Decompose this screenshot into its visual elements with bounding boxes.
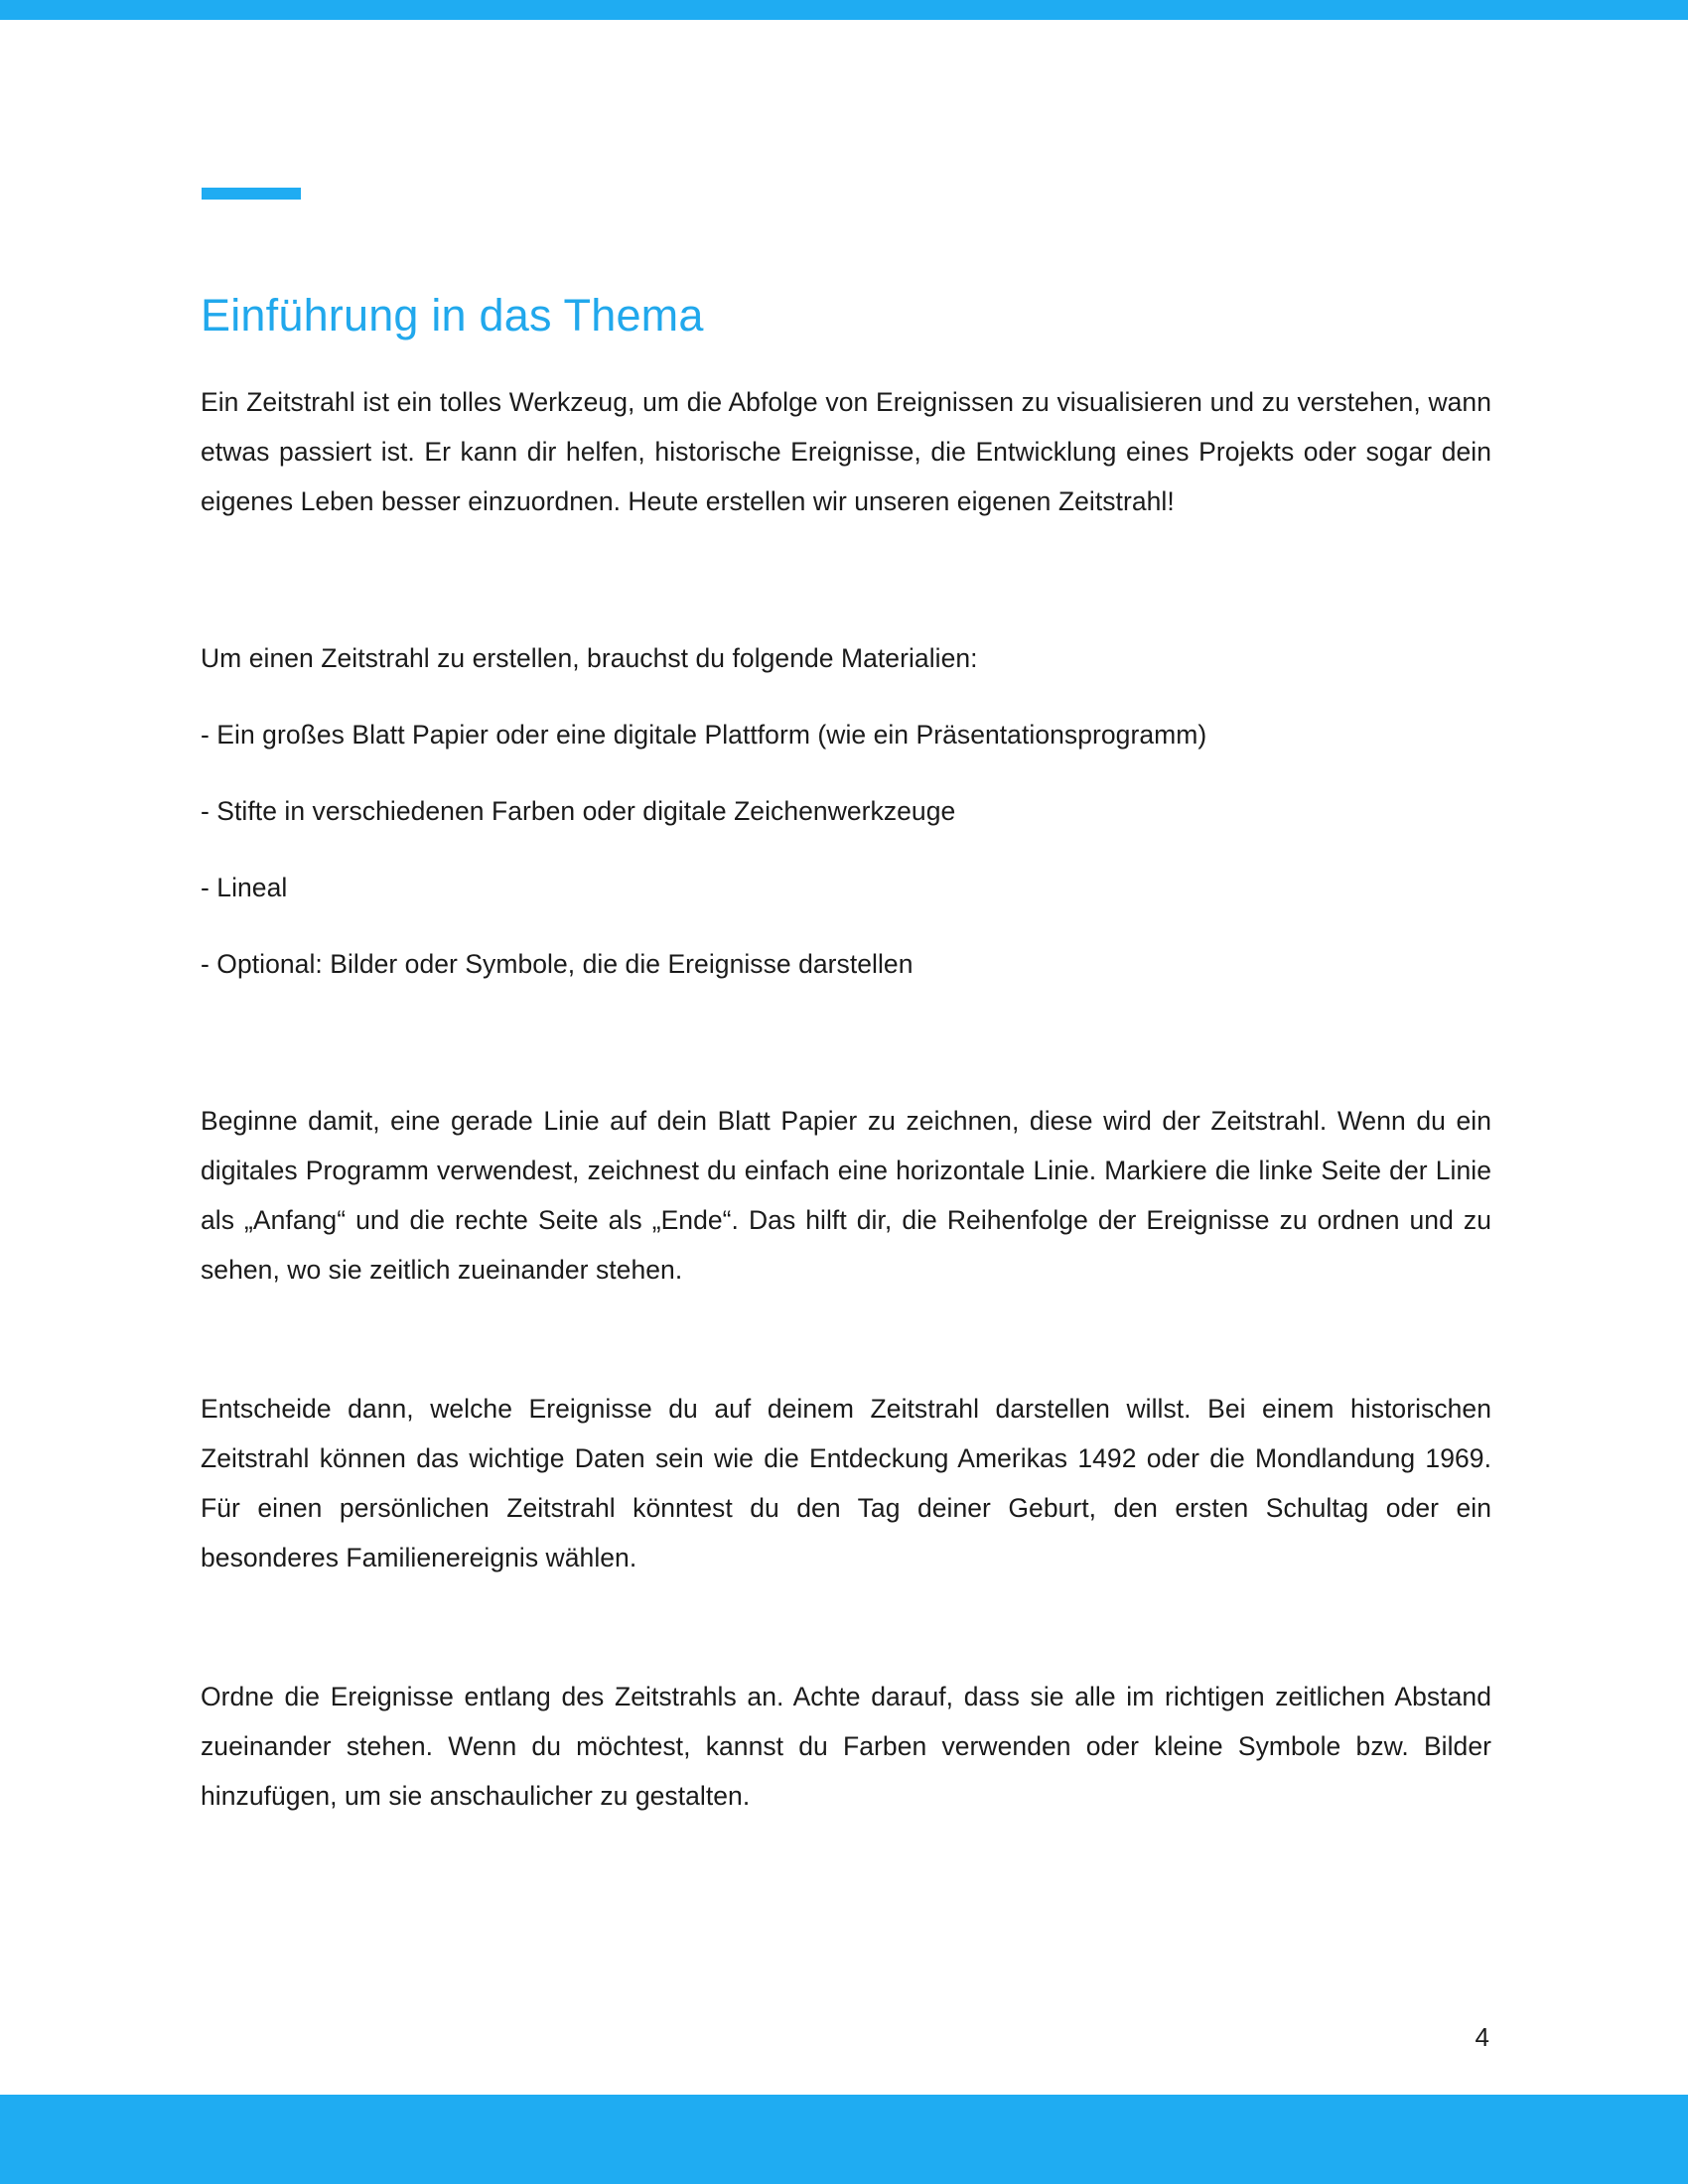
list-item: - Stifte in verschiedenen Farben oder digitale Zeichenwerkzeuge [201, 796, 956, 826]
heading-accent-dash [202, 188, 301, 200]
step-line-paragraph: Beginne damit, eine gerade Linie auf dein Blatt Papier zu zeichnen, diese wird der Zeitstrahl. Wenn du ein digitales Programm verwendest, zeichnest du einfach eine horizontale Linie. Markiere die linke Seite der Linie als „Anfang“ und die rechte Seite als „Ende“. Das hilft dir, die Reihenfolge der Ereignisse zu ordnen und zu sehen, wo sie zeitlich zueinander stehen. [201, 1106, 1491, 1285]
page-number: 4 [1475, 2022, 1489, 2052]
spacer [201, 683, 1491, 710]
list-item: - Lineal [201, 873, 288, 902]
spacer [201, 526, 1491, 633]
step-order-paragraph: Ordne die Ereignisse entlang des Zeitstrahls an. Achte darauf, dass sie alle im richtigen zeitlichen Abstand zueinander stehen. Wenn du möchtest, kannst du Farben verwenden oder kleine Symbole bzw. Bilder hinzufügen, um sie anschaulicher zu gestalten. [201, 1682, 1491, 1811]
page-title: Einführung in das Thema [201, 290, 704, 341]
materials-intro-text: Um einen Zeitstrahl zu erstellen, brauchst du folgende Materialien: [201, 643, 978, 673]
spacer [201, 836, 1491, 863]
spacer [201, 912, 1491, 939]
intro-paragraph: Ein Zeitstrahl ist ein tolles Werkzeug, um die Abfolge von Ereignissen zu visualisieren und zu verstehen, wann etwas passiert ist. Er kann dir helfen, historische Ereignisse, die Entwicklung eines Projekts oder sogar dein eigenes Leben besser einzuordnen. Heute erstellen wir unseren eigenen Zeitstrahl! [201, 387, 1491, 516]
list-item: - Optional: Bilder oder Symbole, die die Ereignisse darstellen [201, 949, 914, 979]
bottom-accent-bar [0, 2095, 1688, 2184]
spacer [201, 1295, 1491, 1384]
spacer [201, 1582, 1491, 1672]
page-content [201, 288, 1491, 1821]
spacer [201, 759, 1491, 786]
top-accent-bar [0, 0, 1688, 20]
list-item: - Ein großes Blatt Papier oder eine digitale Plattform (wie ein Präsentationsprogramm) [201, 720, 1207, 750]
step-events-paragraph: Entscheide dann, welche Ereignisse du auf deinem Zeitstrahl darstellen willst. Bei einem historischen Zeitstrahl können das wichtige Daten sein wie die Entdeckung Amerikas 1492 oder die Mondlandung 1969. Für einen persönlichen Zeitstrahl könntest du den Tag deiner Geburt, den ersten Schultag oder ein besonderes Familienereignis wählen. [201, 1394, 1491, 1572]
spacer [201, 989, 1491, 1096]
